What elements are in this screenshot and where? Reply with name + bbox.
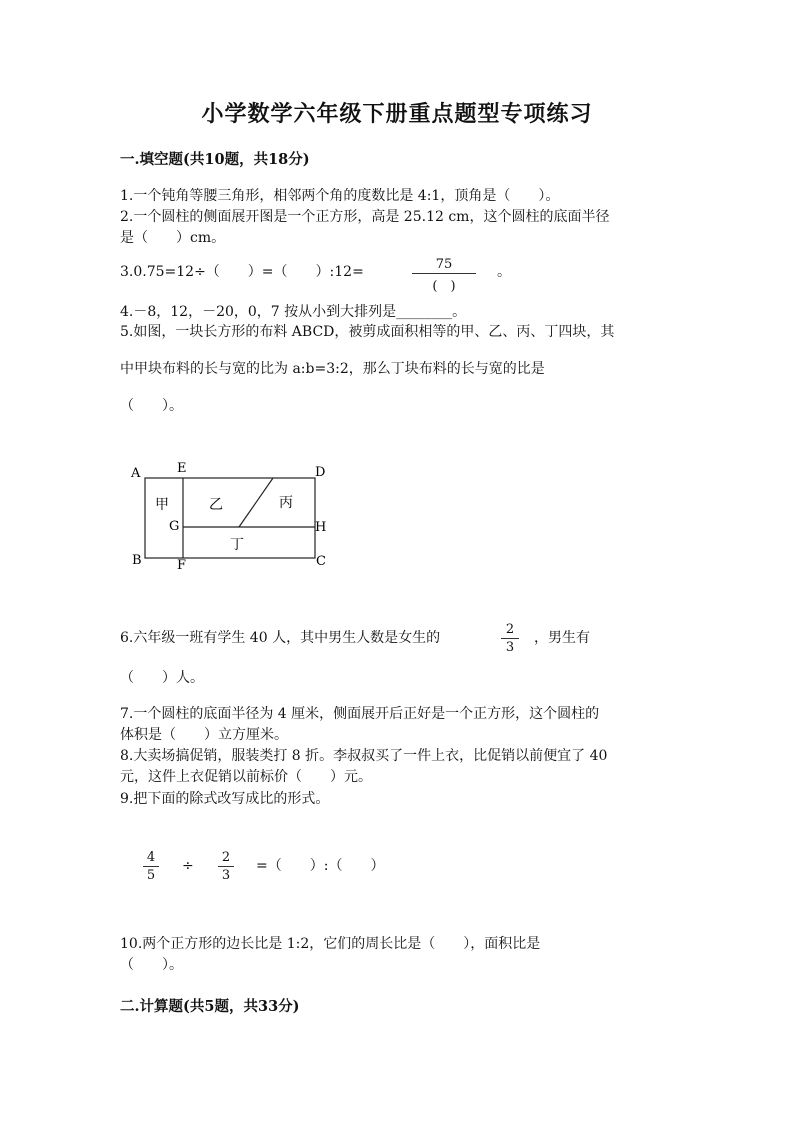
question-10-line-1: 10.两个正方形的边长比是 1:2，它们的周长比是（ ），面积比是	[120, 936, 541, 952]
label-e: E	[177, 461, 187, 476]
question-5-line-1: 5.如图，一块长方形的布料 ABCD，被剪成面积相等的甲、乙、丙、丁四块，其	[120, 324, 615, 340]
region-jia: 甲	[155, 497, 169, 513]
label-h: H	[315, 520, 327, 535]
question-9-ratio: =（ ）:（ ）	[256, 858, 385, 874]
fraction-numerator: 75	[435, 257, 453, 272]
fraction-bar	[218, 866, 234, 867]
region-ding: 丁	[230, 537, 244, 553]
fraction-bar	[412, 273, 476, 274]
question-7-line-1: 7.一个圆柱的底面半径为 4 厘米，侧面展开后正好是一个正方形，这个圆柱的	[120, 706, 600, 722]
fraction-numerator: 2	[505, 622, 515, 637]
question-2-line-2: 是（ ）cm。	[120, 230, 226, 246]
question-6-line-2: （ ）人。	[120, 670, 204, 686]
question-2-line-1: 2.一个圆柱的侧面展开图是一个正方形，高是 25.12 cm，这个圆柱的底面半径	[120, 209, 610, 225]
question-9-divide-sign: ÷	[182, 858, 194, 874]
diagonal-cut	[239, 478, 273, 527]
question-9-fraction-1	[143, 850, 159, 883]
fraction-numerator: 4	[146, 850, 156, 865]
question-10-line-2: （ ）。	[120, 957, 183, 973]
page-title: 小学数学六年级下册重点题型专项练习	[201, 101, 593, 127]
fraction-denominator: ( )	[432, 279, 456, 294]
region-bing: 丙	[279, 495, 293, 511]
fraction-denominator: 3	[221, 868, 231, 883]
region-yi: 乙	[209, 497, 223, 513]
question-3-end: 。	[497, 264, 511, 280]
section-heading-calculation: 二.计算题(共5题，共33分)	[120, 998, 300, 1015]
label-g: G	[169, 519, 180, 534]
question-5-line-3: （ ）。	[120, 398, 183, 414]
question-6-tail: ，男生有	[534, 630, 590, 646]
label-a: A	[131, 466, 141, 481]
question-9-fraction-2	[218, 850, 234, 883]
fraction-denominator: 3	[505, 640, 515, 655]
fraction-bar	[143, 866, 159, 867]
question-3: 3.0.75=12÷（ ）=（ ）:12=	[120, 264, 364, 280]
label-f: F	[177, 558, 187, 573]
question-1: 1.一个钝角等腰三角形，相邻两个角的度数比是 4:1，顶角是（ ）。	[120, 188, 560, 204]
fraction-bar	[501, 638, 519, 639]
label-b: B	[132, 553, 142, 568]
question-3-fraction	[412, 257, 476, 294]
question-4: 4.－8，12，－20，0，7 按从小到大排列是________。	[120, 304, 467, 320]
question-9: 9.把下面的除式改写成比的形式。	[120, 791, 330, 807]
question-8-line-2: 元，这件上衣促销以前标价（ ）元。	[120, 769, 372, 785]
fraction-numerator: 2	[221, 850, 231, 865]
question-5-line-2: 中甲块布料的长与宽的比为 a:b=3:2，那么丁块布料的长与宽的比是	[120, 361, 545, 377]
question-8-line-1: 8.大卖场搞促销，服装类打 8 折。李叔叔买了一件上衣，比促销以前便宜了 40	[120, 748, 608, 764]
label-d: D	[315, 465, 326, 480]
question-6-line-1: 6.六年级一班有学生 40 人，其中男生人数是女生的	[120, 630, 441, 646]
rectangle-figure	[125, 455, 335, 575]
question-7-line-2: 体积是（ ）立方厘米。	[120, 727, 288, 743]
section-heading-fill-in: 一.填空题(共10题，共18分)	[120, 151, 310, 168]
label-c: C	[316, 554, 326, 569]
fraction-denominator: 5	[146, 868, 156, 883]
question-6-fraction	[501, 622, 519, 655]
